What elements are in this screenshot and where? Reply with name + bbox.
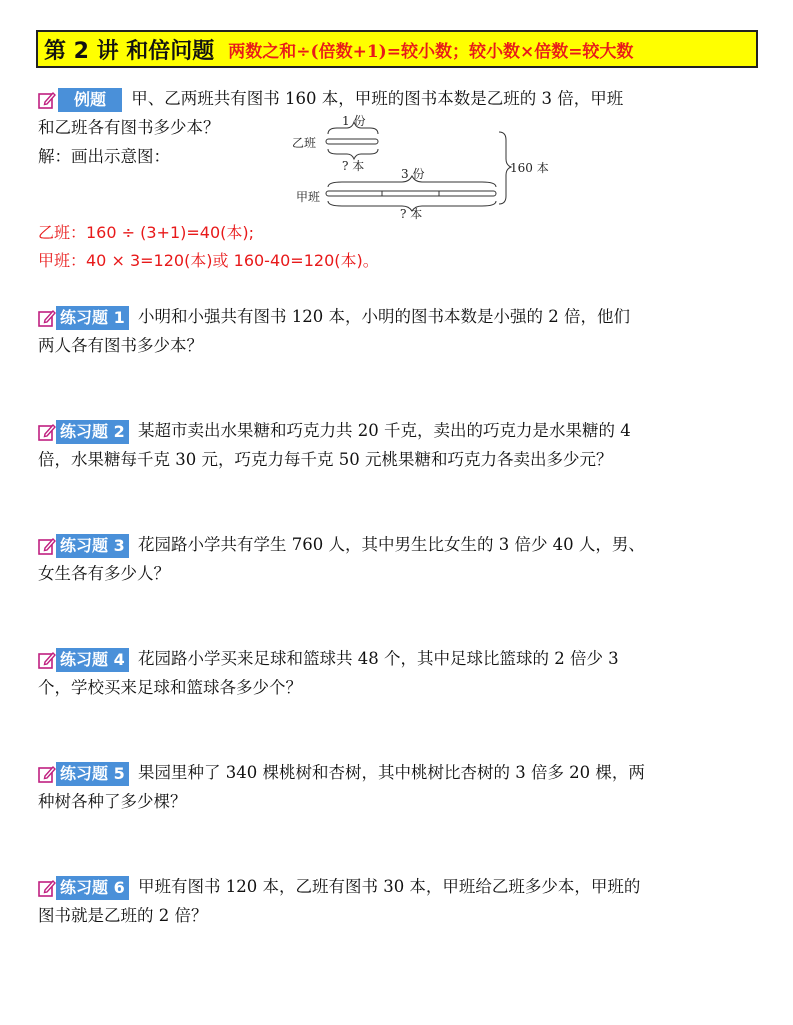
- exercise-1: [38, 302, 760, 360]
- example-text-1: 甲、乙两班共有图书 160 本，甲班的图书本数是乙班的 3 倍，甲班: [131, 89, 624, 108]
- exercise-text-1: 花园路小学共有学生 760 人，其中男生比女生的 3 倍少 40 人，男、: [137, 535, 645, 554]
- edit-note-icon: [38, 764, 56, 784]
- exercise-4: [38, 644, 760, 702]
- exercise-text-1: 甲班有图书 120 本，乙班有图书 30 本，甲班给乙班多少本，甲班的: [137, 877, 641, 896]
- diagram-q-jia: ? 本: [400, 207, 423, 221]
- lesson-title-bar: [36, 30, 758, 68]
- exercise-tag: 练习题 2: [56, 420, 129, 444]
- exercise-tag: 练习题 1: [56, 306, 129, 330]
- edit-note-icon: [38, 90, 56, 110]
- exercise-5: [38, 758, 760, 816]
- exercise-2: [38, 416, 760, 474]
- line-segment-diagram: [292, 112, 562, 222]
- diagram-one-part: 1 份: [342, 114, 366, 128]
- lesson-title: 第 2 讲 和倍问题: [44, 38, 215, 64]
- example-tag: 例题: [58, 88, 122, 112]
- exercise-text-2: 倍，水果糖每千克 30 元，巧克力每千克 50 元桃果糖和巧克力各卖出多少元？: [38, 450, 613, 469]
- exercise-tag: 练习题 3: [56, 534, 129, 558]
- exercise-text-1: 某超市卖出水果糖和巧克力共 20 千克，卖出的巧克力是水果糖的 4: [137, 421, 631, 440]
- lesson-formula: 两数之和÷(倍数+1)=较小数；较小数×倍数=较大数: [228, 41, 634, 62]
- exercise-text-1: 果园里种了 340 棵桃树和杏树，其中桃树比杏树的 3 倍多 20 棵，两: [137, 763, 645, 782]
- edit-note-icon: [38, 536, 56, 556]
- exercise-tag: 练习题 6: [56, 876, 129, 900]
- edit-note-icon: [38, 650, 56, 670]
- exercise-6: [38, 872, 760, 930]
- diagram-q-yi: ? 本: [342, 159, 365, 173]
- diagram-jia-label: 甲班: [296, 190, 321, 204]
- exercise-tag: 练习题 5: [56, 762, 129, 786]
- example-text-2: 和乙班各有图书多少本？: [38, 118, 220, 137]
- answer-yi: 乙班：160 ÷ (3+1)=40(本);: [38, 223, 255, 242]
- exercise-text-1: 花园路小学买来足球和篮球共 48 个，其中足球比篮球的 2 倍少 3: [137, 649, 619, 668]
- diagram-jia-bar: [326, 191, 496, 196]
- exercise-text-2: 女生各有多少人？: [38, 564, 170, 583]
- diagram-yi-label: 乙班: [292, 136, 317, 150]
- exercise-text-1: 小明和小强共有图书 120 本，小明的图书本数是小强的 2 倍，他们: [137, 307, 630, 326]
- edit-note-icon: [38, 422, 56, 442]
- exercise-tag: 练习题 4: [56, 648, 129, 672]
- diagram-total: 160 本: [510, 161, 549, 175]
- exercise-text-2: 种树各种了多少棵？: [38, 792, 187, 811]
- diagram-yi-bar: [326, 139, 378, 144]
- exercise-text-2: 个，学校买来足球和篮球各多少个？: [38, 678, 302, 697]
- answer-jia: 甲班：40 × 3=120(本)或 160-40=120(本)。: [38, 251, 379, 270]
- exercise-text-2: 两人各有图书多少本？: [38, 336, 203, 355]
- edit-note-icon: [38, 308, 56, 328]
- edit-note-icon: [38, 878, 56, 898]
- exercise-text-2: 图书就是乙班的 2 倍？: [38, 906, 208, 925]
- example-line-1: [38, 84, 760, 113]
- diagram-three-parts: 3 份: [401, 167, 425, 181]
- exercise-3: [38, 530, 760, 588]
- solution-intro: 解：画出示意图：: [38, 147, 170, 166]
